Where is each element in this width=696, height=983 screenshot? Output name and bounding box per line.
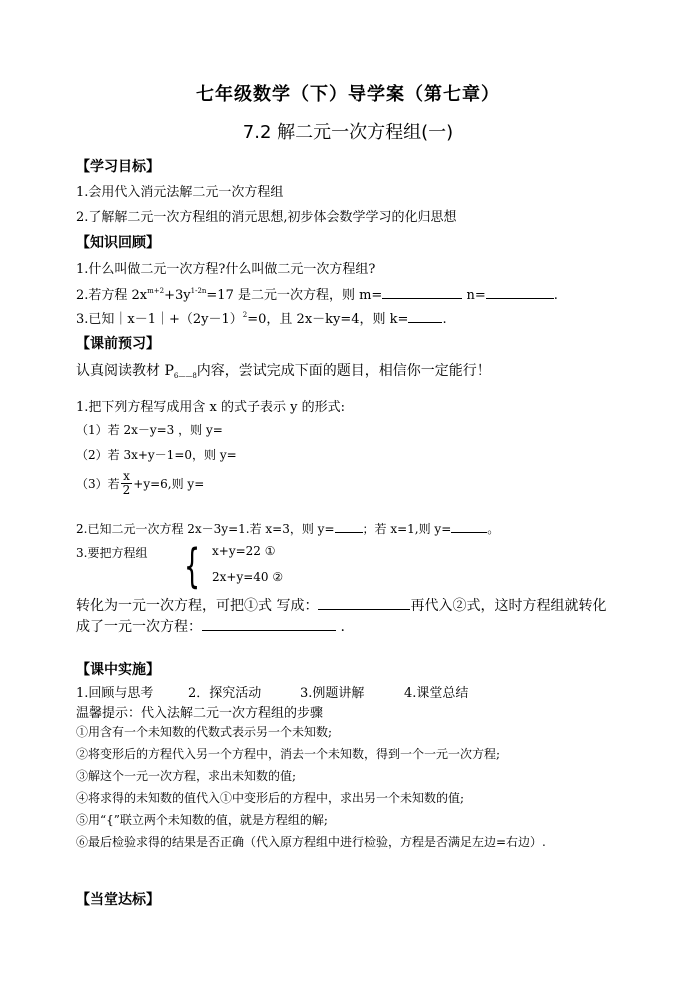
goals-heading: 【学习目标】 [76,159,160,175]
preview-intro [76,360,491,380]
review-q2-exponent-2: 1-2n [190,287,207,295]
page-subtitle: 7.2 解二元一次方程组(一) [242,122,454,143]
tip-item-3: ③解这个一元一次方程，求出未知数的值; [76,769,297,783]
preview-q2-mid: ；若 x=1,则 y= [362,522,452,536]
review-q2-exponent-1: m+2 [147,287,165,295]
lesson-step-3: 3.例题讲解 [300,686,365,701]
preview-heading: 【课前预习】 [76,336,160,352]
preview-question-1: 1.把下列方程写成用含 x 的式子表示 y 的形式: [76,400,345,415]
fraction-numerator: x [121,470,133,484]
review-q2-post: =17 是二元一次方程，则 m= [206,288,383,303]
review-question-1: 1.什么叫做二元一次方程?什么叫做二元一次方程组? [76,262,376,277]
fraction-x-over-2 [121,470,133,497]
n-answer-blank[interactable] [486,286,554,299]
preview-q1-part-b: （2）若 3x+y－1=0，则 y= [76,448,237,462]
preview-q3-line-2 [76,616,345,636]
review-q3-end: . [442,312,447,327]
preview-q1c-pre: （3）若 [76,477,120,491]
tip-item-2: ②将变形后的方程代入另一个方程中，消去一个未知数，得到一个一元一次方程; [76,747,501,761]
y-answer-blank-1[interactable] [335,520,363,533]
preview-q3-pre: 3.要把方程组 [76,546,148,560]
tip-title: 温馨提示：代入法解二元一次方程组的步骤 [76,706,324,721]
review-q3-exponent: 2 [242,311,248,319]
review-heading: 【知识回顾】 [76,235,160,251]
preview-q3-line2-pre: 成了一元一次方程： [76,619,202,635]
fraction-denominator: 2 [122,483,131,497]
preview-q3-line2-end: . [340,619,345,635]
review-q3-pre: 3.已知｜x－1｜+（2y－1） [76,312,243,327]
review-q2-mid: +3y [164,288,191,303]
tip-item-5: ⑤用“{”联立两个未知数的值，就是方程组的解; [76,813,328,827]
system-equation-1: x+y=22 ① [212,544,276,558]
system-equation-2: 2x+y=40 ② [212,570,284,584]
left-brace: { [184,539,201,593]
preview-q1-part-c [76,470,204,497]
preview-q3-line1-post: 再代入②式，这时方程组就转化 [410,598,607,614]
preview-q2-end: 。 [487,522,500,536]
preview-q3-line1-pre: 转化为一元一次方程，可把①式 写成： [76,598,319,614]
lesson-step-1: 1.回顾与思考 [76,686,154,701]
preview-q1c-post: +y=6,则 y= [133,477,205,491]
preview-q3-line-1 [76,595,606,615]
review-question-3 [76,308,447,327]
review-q2-n: n= [466,288,486,303]
equation-answer-blank[interactable] [202,618,336,631]
tip-item-1: ①用含有一个未知数的代数式表示另一个未知数; [76,725,333,739]
review-question-2 [76,284,558,303]
k-answer-blank[interactable] [408,310,442,323]
preview-intro-post: 内容，尝试完成下面的题目，相信你一定能行！ [196,363,491,379]
review-q2-end: . [553,288,558,303]
goal-item-2: 2.了解解二元一次方程组的消元思想,初步体会数学学习的化归思想 [76,210,457,225]
lesson-heading: 【课中实施】 [76,662,160,678]
review-q3-post: =0，且 2x－ky=4，则 k= [247,312,409,327]
preview-intro-pre: 认真阅读教材 P [76,363,174,379]
page-title: 七年级数学（下）导学案（第七章） [196,84,500,105]
y-answer-blank-2[interactable] [451,520,487,533]
preview-q2-pre: 2.已知二元一次方程 2x－3y=1.若 x=3，则 y= [76,522,335,536]
transform-answer-blank[interactable] [318,597,410,610]
m-answer-blank[interactable] [382,286,462,299]
lesson-step-4: 4.课堂总结 [404,686,469,701]
tip-item-6: ⑥最后检验求得的结果是否正确（代入原方程组中进行检验，方程是否满足左边=右边）. [76,835,546,849]
goal-item-1: 1.会用代入消元法解二元一次方程组 [76,185,284,200]
preview-intro-pages: 6——8 [173,372,197,380]
review-q2-pre: 2.若方程 2x [76,288,148,303]
preview-question-2 [76,520,499,537]
preview-q1-part-a: （1）若 2x－y=3 ，则 y= [76,423,223,437]
tip-item-4: ④将求得的未知数的值代入①中变形后的方程中，求出另一个未知数的值; [76,791,465,805]
standard-heading: 【当堂达标】 [76,892,160,908]
lesson-step-2: 2．探究活动 [188,686,262,701]
